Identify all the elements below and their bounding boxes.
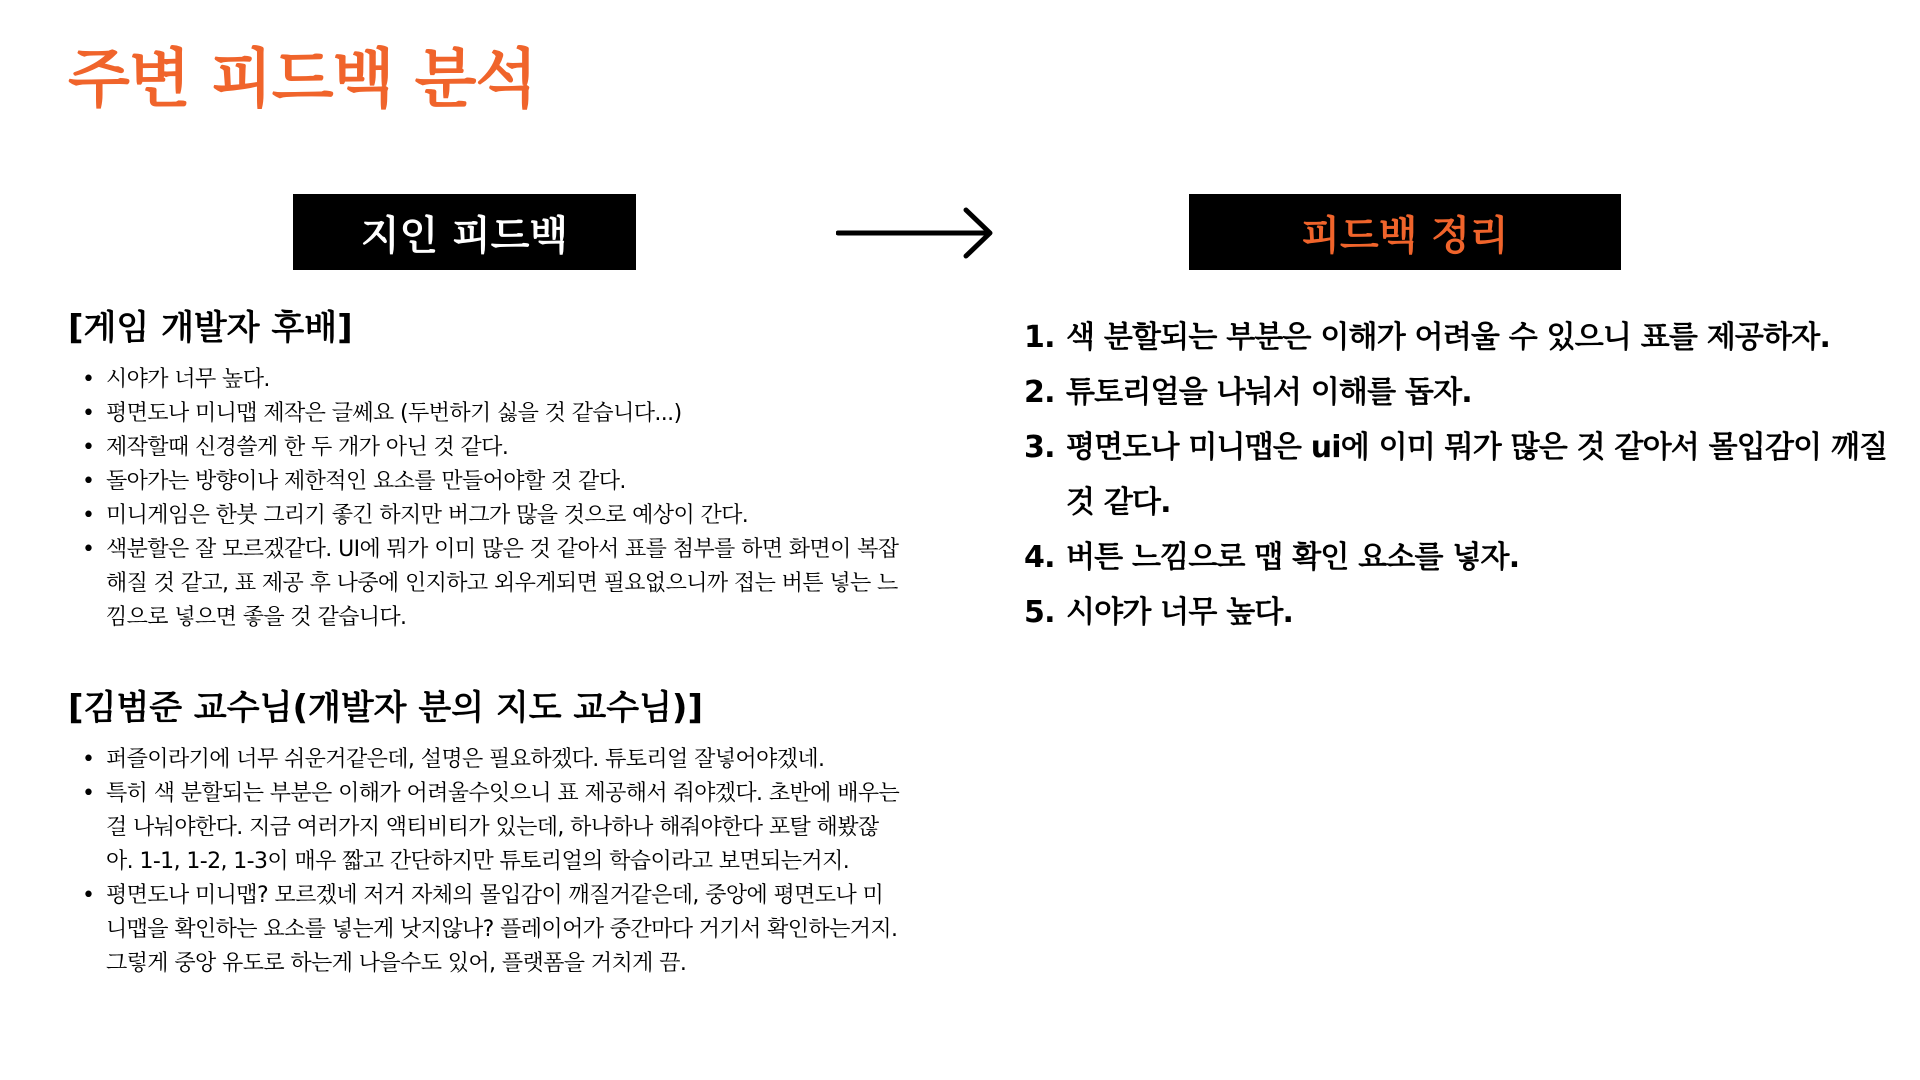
section-heading-junior-developer: [게임 개발자 후배] — [68, 308, 353, 348]
list-item-text: 돌아가는 방향이나 제한적인 요소를 만들어야할 것 같다. — [106, 469, 626, 494]
list-item — [80, 465, 900, 499]
bullet-icon: • — [82, 469, 95, 494]
feedback-summary-list — [1024, 310, 1894, 640]
friend-feedback-box — [293, 194, 636, 270]
list-item — [80, 363, 900, 397]
summary-item-number: 3. — [1024, 430, 1055, 465]
page-title: 주변 피드백 분석 — [68, 43, 537, 117]
summary-item-text: 평면도나 미니맵은 ui에 이미 뭐가 많은 것 같아서 몰입감이 깨질 것 같다. — [1066, 430, 1888, 520]
summary-item — [1024, 365, 1894, 420]
arrow-right-icon — [836, 206, 996, 260]
list-item-text: 평면도나 미니맵 제작은 글쎄요 (두번하기 싫을 것 같습니다...) — [106, 401, 682, 426]
feedback-summary-box — [1189, 194, 1621, 270]
summary-item — [1024, 310, 1894, 365]
summary-item-number: 5. — [1024, 595, 1055, 630]
list-item-text: 시야가 너무 높다. — [106, 367, 270, 392]
list-item-text: 미니게임은 한붓 그리기 좋긴 하지만 버그가 많을 것으로 예상이 간다. — [106, 503, 749, 528]
list-item — [80, 397, 900, 431]
bullet-icon: • — [82, 435, 95, 460]
summary-item — [1024, 420, 1894, 530]
list-item — [80, 777, 900, 879]
list-item — [80, 499, 900, 533]
summary-item-text: 버튼 느낌으로 맵 확인 요소를 넣자. — [1066, 540, 1520, 575]
list-item-text: 평면도나 미니맵? 모르겠네 저거 자체의 몰입감이 깨질거같은데, 중앙에 평면도나 미니맵을 확인하는 요소를 넣는게 낫지않나? 플레이어가 중간마다 거기서 확인하는거지. 그렇게 중앙 유도로 하는게 나을수도 있어, 플랫폼을 거치게 끔. — [106, 883, 898, 976]
list-item — [80, 533, 900, 635]
bullet-icon: • — [82, 883, 95, 908]
friend-feedback-label: 지인 피드백 — [360, 212, 569, 259]
list-item — [80, 431, 900, 465]
bullet-icon: • — [82, 401, 95, 426]
bullet-icon: • — [82, 537, 95, 562]
junior-developer-feedback-list — [80, 363, 900, 635]
list-item — [80, 743, 900, 777]
bullet-icon: • — [82, 781, 95, 806]
list-item-text: 특히 색 분할되는 부분은 이해가 어려울수잇으니 표 제공해서 줘야겠다. 초반에 배우는걸 나눠야한다. 지금 여러가지 액티비티가 있는데, 하나하나 해줘야한다 포탈 해봤잖아. 1-1, 1-2, 1-3이 매우 짧고 간단하지만 튜토리얼의 학습이라고 보면되는거지. — [106, 781, 900, 874]
feedback-summary-label: 피드백 정리 — [1301, 212, 1509, 259]
summary-item-number: 2. — [1024, 375, 1055, 410]
summary-item — [1024, 530, 1894, 585]
list-item-text: 제작할때 신경쓸게 한 두 개가 아닌 것 같다. — [106, 435, 509, 460]
summary-item-text: 튜토리얼을 나눠서 이해를 돕자. — [1066, 375, 1472, 410]
bullet-icon: • — [82, 367, 95, 392]
bullet-icon: • — [82, 503, 95, 528]
list-item — [80, 879, 900, 981]
summary-item-text: 시야가 너무 높다. — [1066, 595, 1294, 630]
section-heading-professor: [김범준 교수님(개발자 분의 지도 교수님)] — [68, 688, 704, 728]
summary-item-text: 색 분할되는 부분은 이해가 어려울 수 있으니 표를 제공하자. — [1066, 320, 1831, 355]
bullet-icon: • — [82, 747, 95, 772]
list-item-text: 색분할은 잘 모르겠같다. UI에 뭐가 이미 많은 것 같아서 표를 첨부를 하면 화면이 복잡해질 것 같고, 표 제공 후 나중에 인지하고 외우게되면 필요없으니까 접는 버튼 넣는 느낌으로 넣으면 좋을 것 같습니다. — [106, 537, 899, 630]
professor-feedback-list — [80, 743, 900, 981]
summary-item-number: 4. — [1024, 540, 1055, 575]
summary-item — [1024, 585, 1894, 640]
summary-item-number: 1. — [1024, 320, 1055, 355]
list-item-text: 퍼즐이라기에 너무 쉬운거같은데, 설명은 필요하겠다. 튜토리얼 잘넣어야겠네. — [106, 747, 825, 772]
